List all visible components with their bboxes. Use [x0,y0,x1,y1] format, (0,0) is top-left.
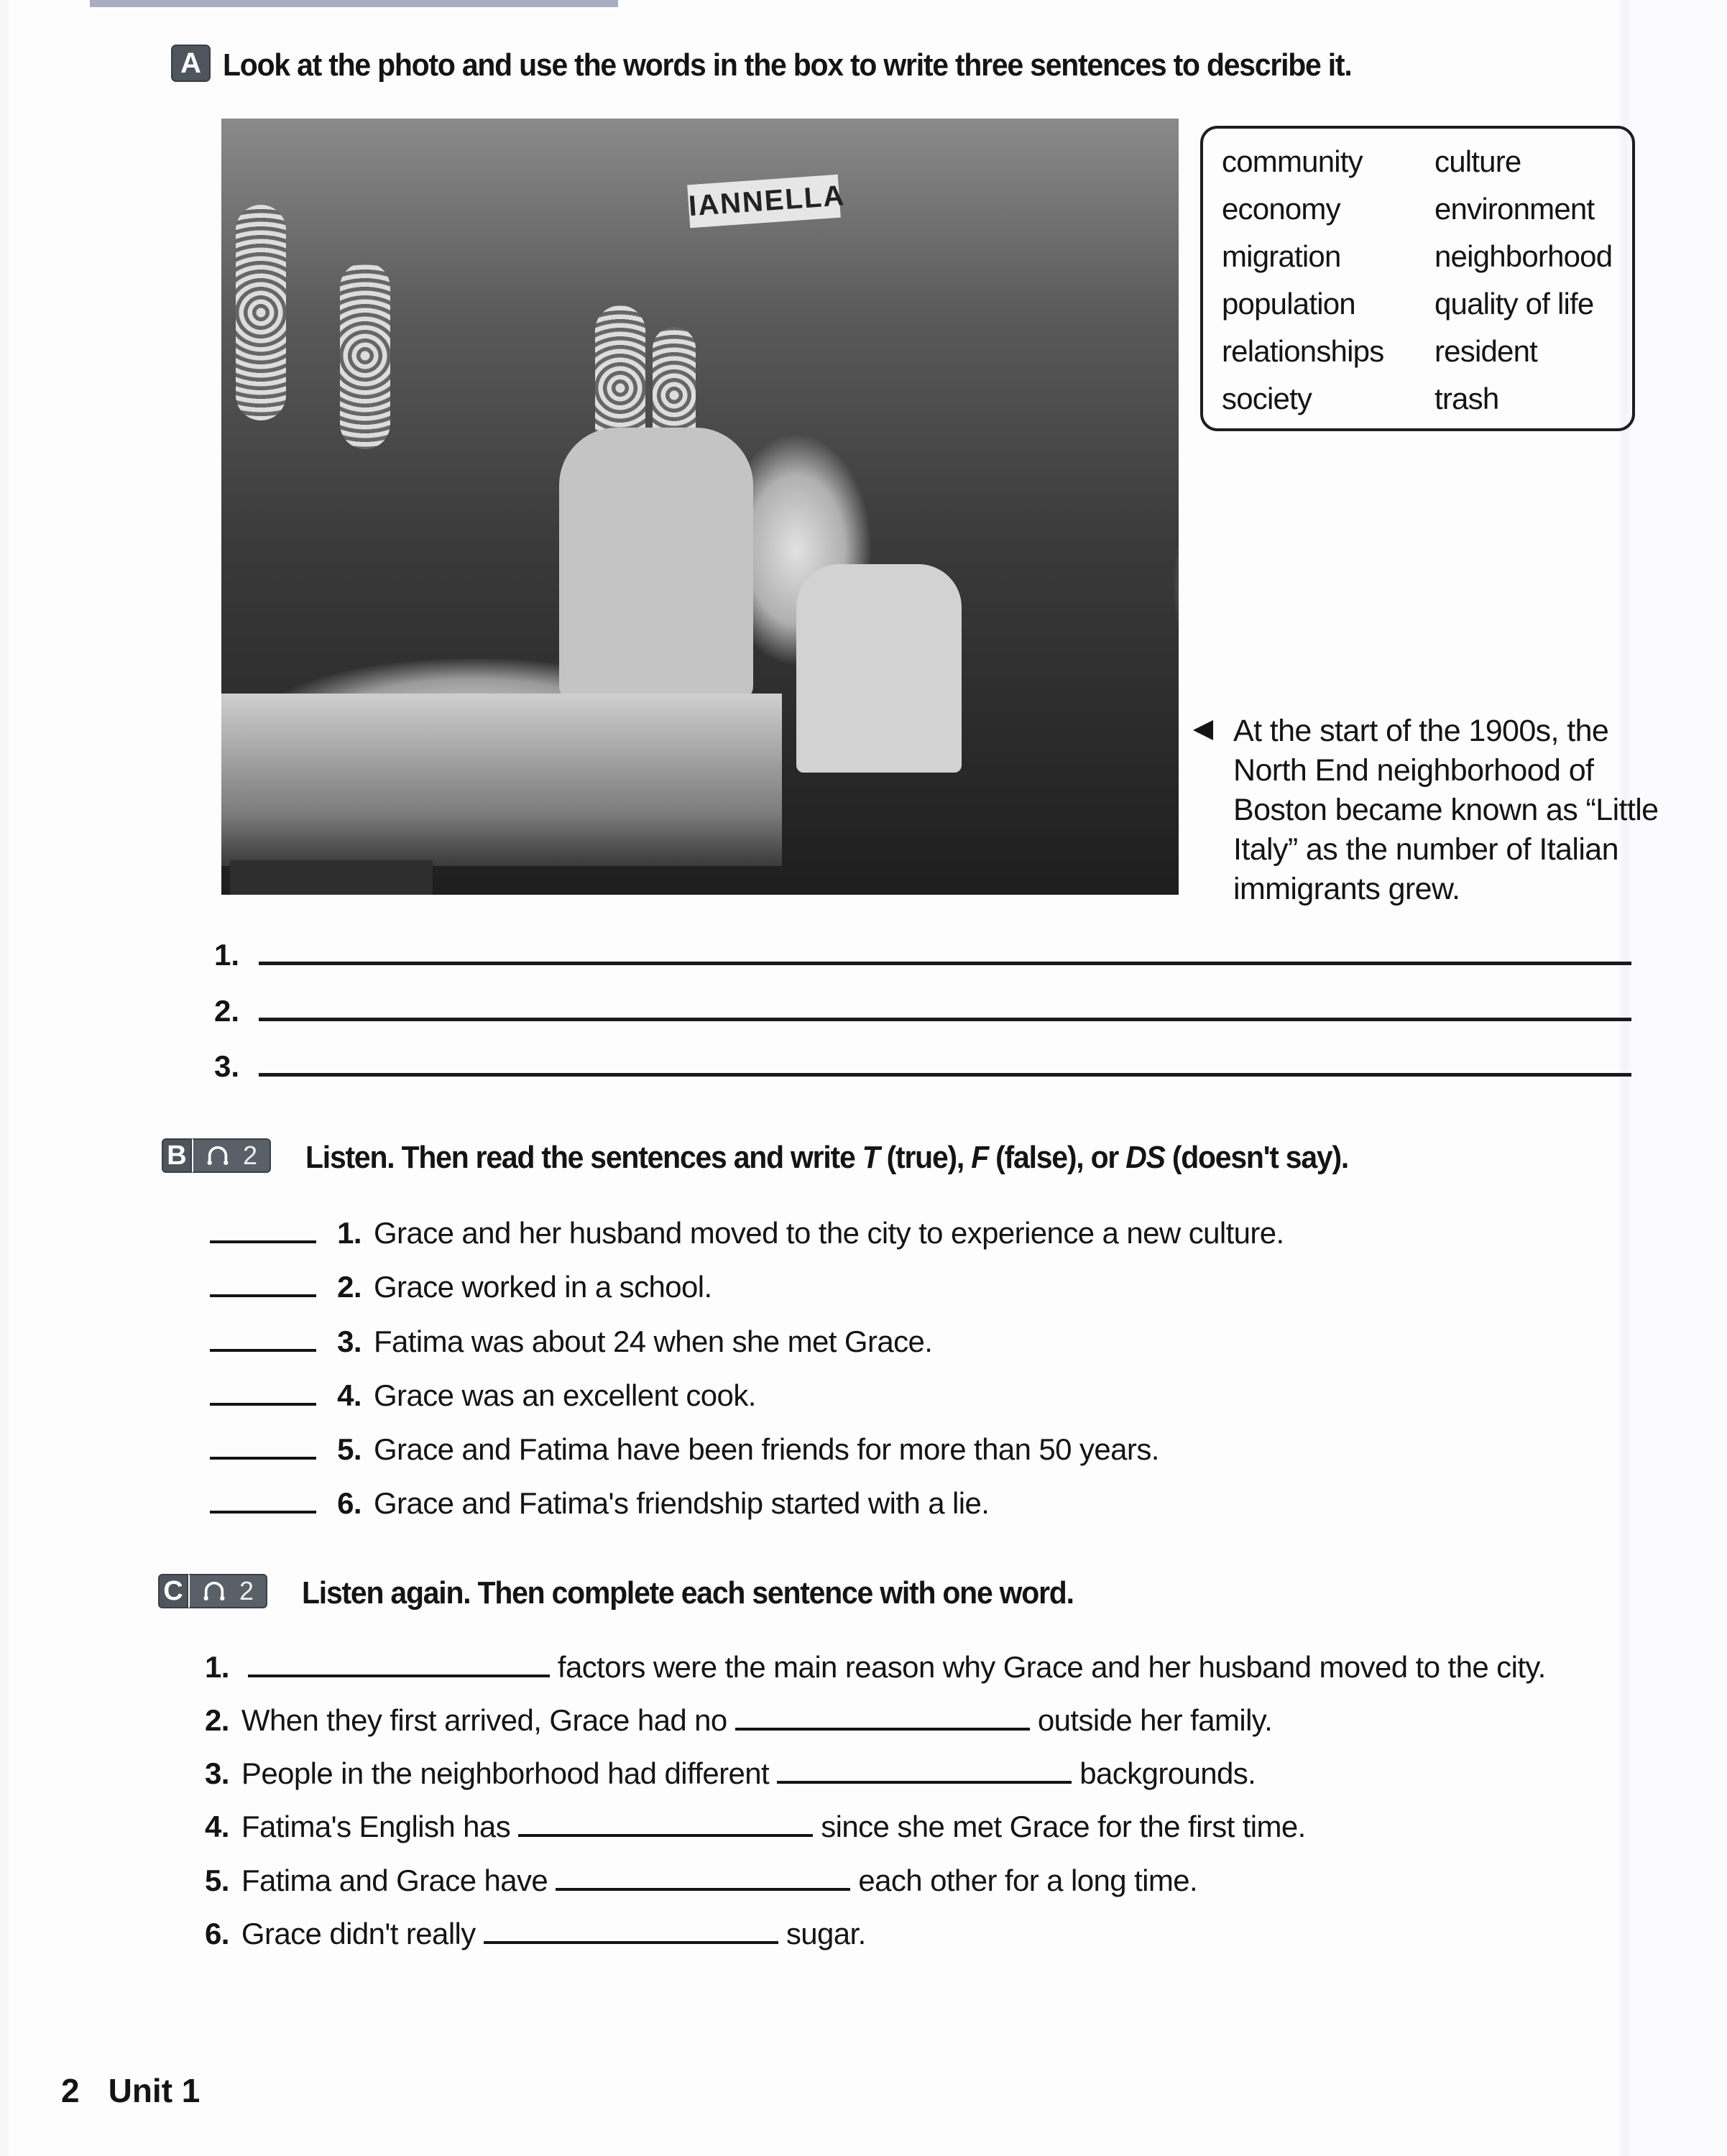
item-text-before: Fatima's English has [241,1810,511,1843]
word-box [1200,126,1635,431]
tf-item [210,1325,932,1359]
item-text-after: each other for a long time. [858,1864,1198,1897]
tf-answer-blank[interactable] [210,1403,316,1406]
fill-item [205,1703,1272,1738]
audio-track-number: 2 [239,1576,254,1606]
item-number: 4. [337,1378,361,1412]
word-item: economy [1222,192,1340,226]
item-text-after: since she met Grace for the first time. [821,1810,1306,1843]
fill-item [205,1864,1197,1898]
item-number: 5. [337,1432,361,1466]
word-item: environment [1434,192,1595,226]
word-item: neighborhood [1434,239,1613,273]
item-text: Grace was an excellent cook. [373,1378,756,1412]
section-c-badge [158,1574,267,1608]
word-item: migration [1222,239,1341,273]
section-b-badge [162,1138,271,1173]
unit-label: Unit 1 [108,2072,201,2109]
pointer-left-icon [1193,720,1213,740]
vendor-figure [559,428,753,701]
item-text: Grace and her husband moved to the city to experience a new culture. [373,1216,1284,1250]
audio-track-badge[interactable] [188,1574,267,1608]
section-b-instruction [305,1140,1348,1176]
tf-answer-blank[interactable] [210,1240,316,1243]
fill-answer-blank[interactable] [735,1728,1030,1731]
item-text: Grace worked in a school. [373,1270,712,1304]
headphones-icon [206,1143,230,1168]
fill-item [205,1756,1256,1791]
item-number: 6. [337,1486,361,1520]
hanging-produce [236,205,286,420]
answer-line-3[interactable] [259,1073,1631,1077]
page-number: 2 [61,2072,80,2109]
top-header-bar [90,0,618,7]
fill-answer-blank[interactable] [777,1781,1072,1784]
item-text-before: When they first arrived, Grace had no [241,1703,727,1737]
section-c-letter: C [158,1574,188,1608]
scan-left-edge [0,0,9,2156]
fill-item [205,1917,866,1951]
word-item: society [1222,382,1312,415]
item-text-after: factors were the main reason why Grace and her husband moved to the city. [557,1650,1546,1684]
item-text: Grace and Fatima have been friends for more than 50 years. [373,1432,1159,1466]
storefront-sign: IANNELLA [687,175,841,229]
answer-line-number: 2. [214,994,240,1028]
fill-answer-blank[interactable] [248,1674,550,1677]
instruction-part: Listen. Then read the sentences and write [305,1140,862,1175]
item-text-before: People in the neighborhood had different [241,1756,770,1790]
market-photo [221,119,1179,895]
item-number: 2. [205,1703,229,1737]
item-number: 1. [205,1650,229,1684]
item-text-before: Grace didn't really [241,1917,476,1950]
tf-answer-blank[interactable] [210,1511,316,1514]
word-item: quality of life [1434,287,1594,321]
hanging-produce [340,262,390,449]
instruction-part: (doesn't say). [1164,1140,1349,1175]
instruction-part-true: T [862,1140,880,1175]
fill-answer-blank[interactable] [484,1941,778,1944]
photo-credit-box [230,860,433,895]
instruction-part: (true), [879,1140,972,1175]
tf-item [210,1432,1159,1467]
answer-line-2[interactable] [259,1018,1631,1021]
item-text-before: Fatima and Grace have [241,1864,548,1897]
tf-item [210,1270,712,1304]
word-item: culture [1434,144,1521,178]
instruction-part-false: F [971,1140,989,1175]
word-item: trash [1434,382,1499,415]
market-table [221,694,782,866]
instruction-part: (false), or [988,1140,1126,1175]
item-text: Fatima was about 24 when she met Grace. [373,1325,933,1358]
item-text: Grace and Fatima's friendship started with a lie. [373,1486,990,1520]
answer-line-1[interactable] [259,962,1631,965]
fill-item [205,1650,1546,1685]
tf-answer-blank[interactable] [210,1349,316,1352]
scan-right-edge [1619,0,1727,2156]
word-item: population [1222,287,1355,321]
answer-line-number: 1. [214,938,240,972]
item-text-after: outside her family. [1037,1703,1273,1737]
instruction-part-ds: DS [1125,1140,1165,1175]
tf-item [210,1486,989,1521]
item-number: 4. [205,1810,229,1843]
fill-answer-blank[interactable] [556,1888,850,1891]
section-a-badge: A [171,45,211,82]
page-footer [61,2071,200,2110]
tf-item [210,1216,1284,1250]
tf-answer-blank[interactable] [210,1457,316,1460]
headphones-icon [202,1579,226,1603]
item-number: 5. [205,1864,229,1897]
word-item: community [1222,144,1363,178]
section-b-letter: B [162,1138,192,1173]
item-number: 3. [337,1325,361,1358]
audio-track-badge[interactable] [192,1138,271,1173]
section-c-instruction: Listen again. Then complete each sentence with one word. [302,1575,1074,1611]
tf-answer-blank[interactable] [210,1294,316,1297]
tf-item [210,1378,756,1413]
fill-answer-blank[interactable] [518,1834,813,1837]
item-number: 1. [337,1216,361,1250]
item-text-after: sugar. [786,1917,866,1950]
word-item: resident [1434,334,1538,368]
item-number: 6. [205,1917,229,1950]
word-item: relationships [1222,334,1384,368]
caption-text: At the start of the 1900s, the North End neighborhood of Boston became known as “Little Italy” as the number of Italian immigrants grew. [1233,714,1659,906]
item-number: 3. [205,1756,229,1790]
boy-figure [796,564,962,773]
audio-track-number: 2 [242,1141,257,1170]
section-a-instruction: Look at the photo and use the words in the box to write three sentences to describe it. [223,47,1352,83]
answer-line-number: 3. [214,1049,240,1083]
fill-item [205,1810,1306,1844]
item-number: 2. [337,1270,361,1304]
item-text-after: backgrounds. [1079,1756,1256,1790]
